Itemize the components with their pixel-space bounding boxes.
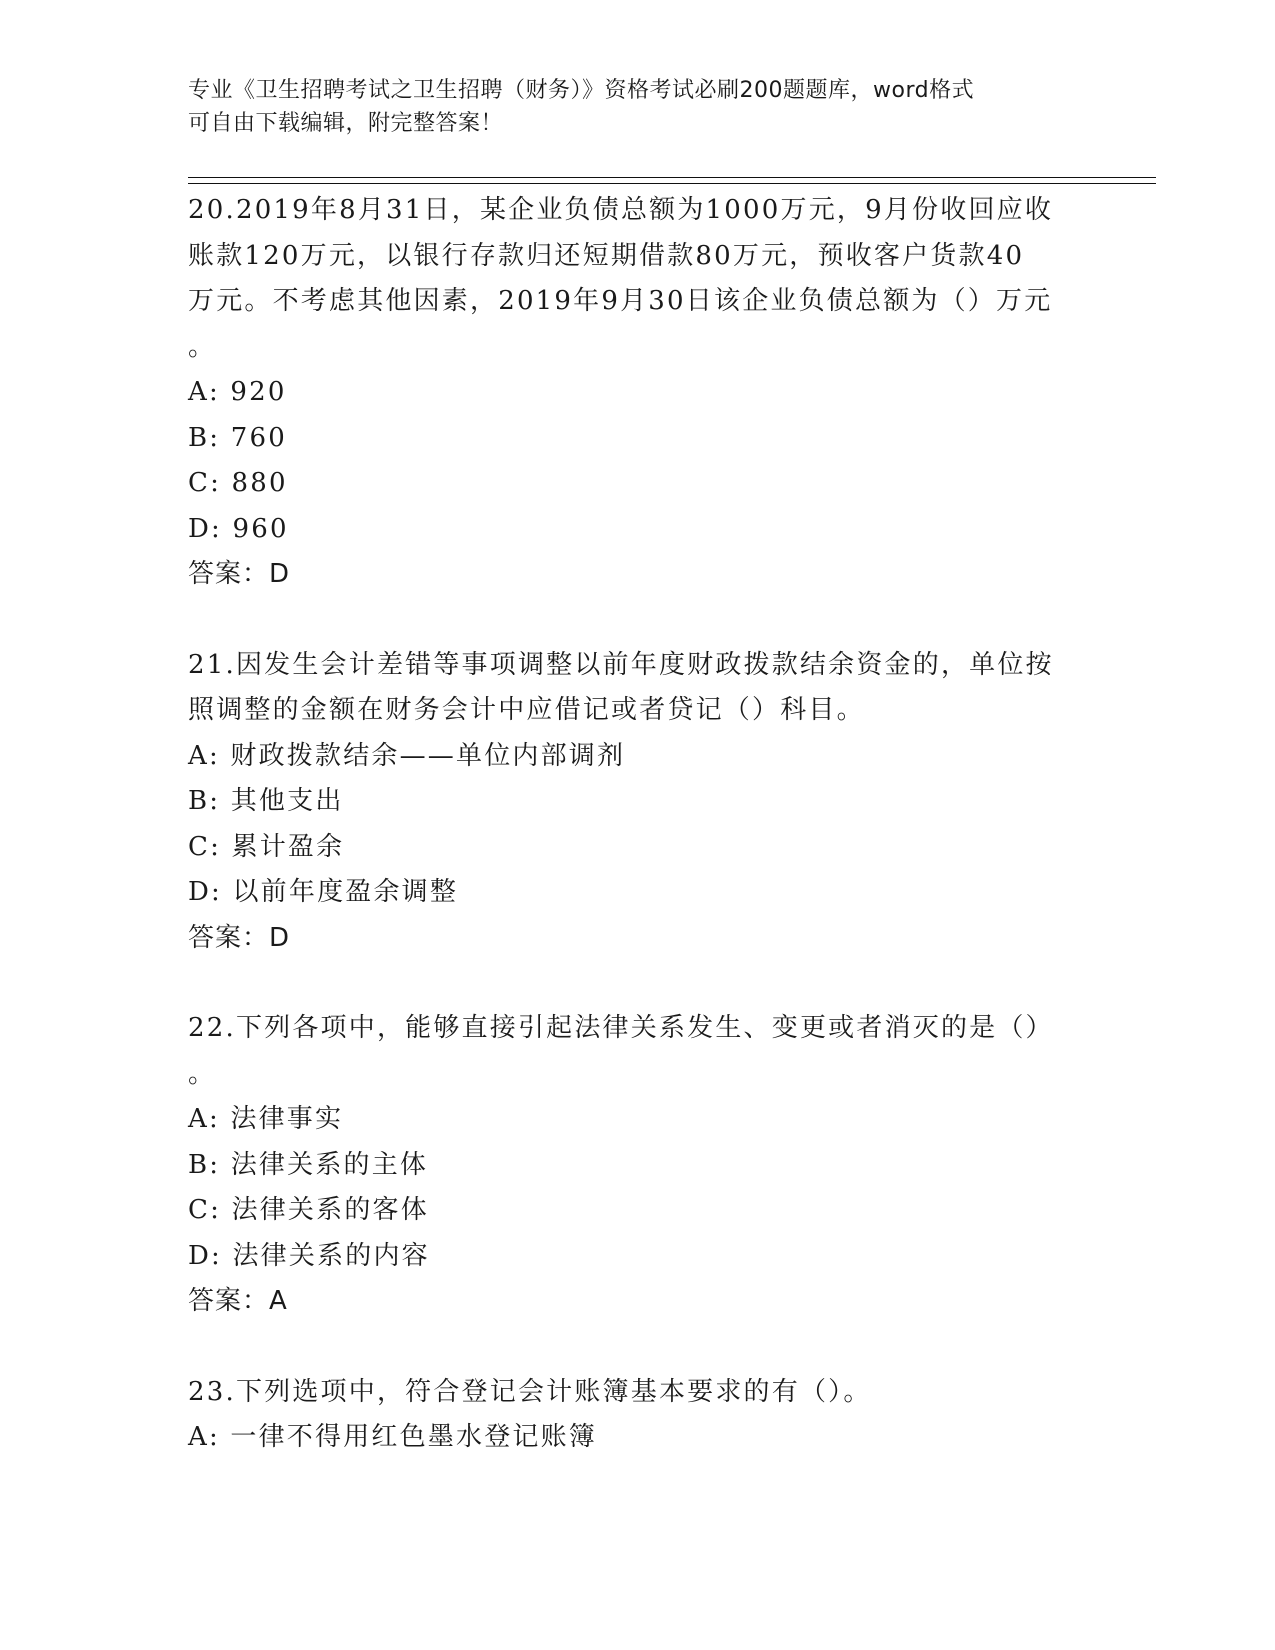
option-a: A: 法律事实 (188, 1104, 344, 1134)
option-a: A: 920 (188, 377, 287, 407)
question-21 (188, 643, 1078, 962)
option-a: A: 一律不得用红色墨水登记账簿 (188, 1422, 598, 1452)
answer-line: 答案：D (188, 922, 291, 953)
question-text-line: 22.下列各项中，能够直接引起法律关系发生、变更或者消灭的是（） (188, 1013, 1054, 1043)
question-text-line: 。 (188, 1058, 217, 1089)
header-rule-top (188, 177, 1156, 178)
header-line-2: 可自由下载编辑，附完整答案！ (188, 111, 504, 136)
option-d: D: 以前年度盈余调整 (188, 877, 459, 907)
question-text-line: 照调整的金额在财务会计中应借记或者贷记（）科目。 (188, 695, 865, 725)
option-d: D: 960 (188, 513, 289, 544)
option-b: B: 760 (188, 422, 287, 453)
question-22 (188, 1006, 1078, 1325)
question-text-line: 21.因发生会计差错等事项调整以前年度财政拨款结余资金的，单位按 (188, 649, 1054, 680)
option-c: C: 880 (188, 468, 288, 498)
option-c: C: 累计盈余 (188, 831, 345, 862)
question-23 (188, 1370, 1078, 1461)
header-rule-bottom (188, 183, 1156, 184)
option-c: C: 法律关系的客体 (188, 1195, 429, 1225)
question-text-line: 万元。不考虑其他因素，2019年9月30日该企业负债总额为（）万元 (188, 286, 1053, 316)
option-b: B: 其他支出 (188, 786, 344, 816)
question-text-line: 20.2019年8月31日，某企业负债总额为1000万元，9月份收回应收 (188, 195, 1054, 225)
header-line-1: 专业《卫生招聘考试之卫生招聘（财务）》资格考试必刷200题题库，word格式 (188, 78, 975, 103)
answer-line: 答案：D (188, 559, 291, 589)
option-b: B: 法律关系的主体 (188, 1149, 429, 1180)
question-list (188, 188, 1078, 1461)
question-text-line: 账款120万元，以银行存款归还短期借款80万元，预收客户货款40 (188, 240, 1025, 271)
question-20 (188, 188, 1078, 598)
answer-line: 答案：A (188, 1286, 288, 1316)
option-d: D: 法律关系的内容 (188, 1240, 430, 1271)
option-a: A: 财政拨款结余——单位内部调剂 (188, 740, 626, 771)
document-header (188, 74, 1088, 140)
question-text-line: 23.下列选项中，符合登记会计账簿基本要求的有（）。 (188, 1376, 872, 1407)
question-text-line: 。 (188, 331, 217, 362)
